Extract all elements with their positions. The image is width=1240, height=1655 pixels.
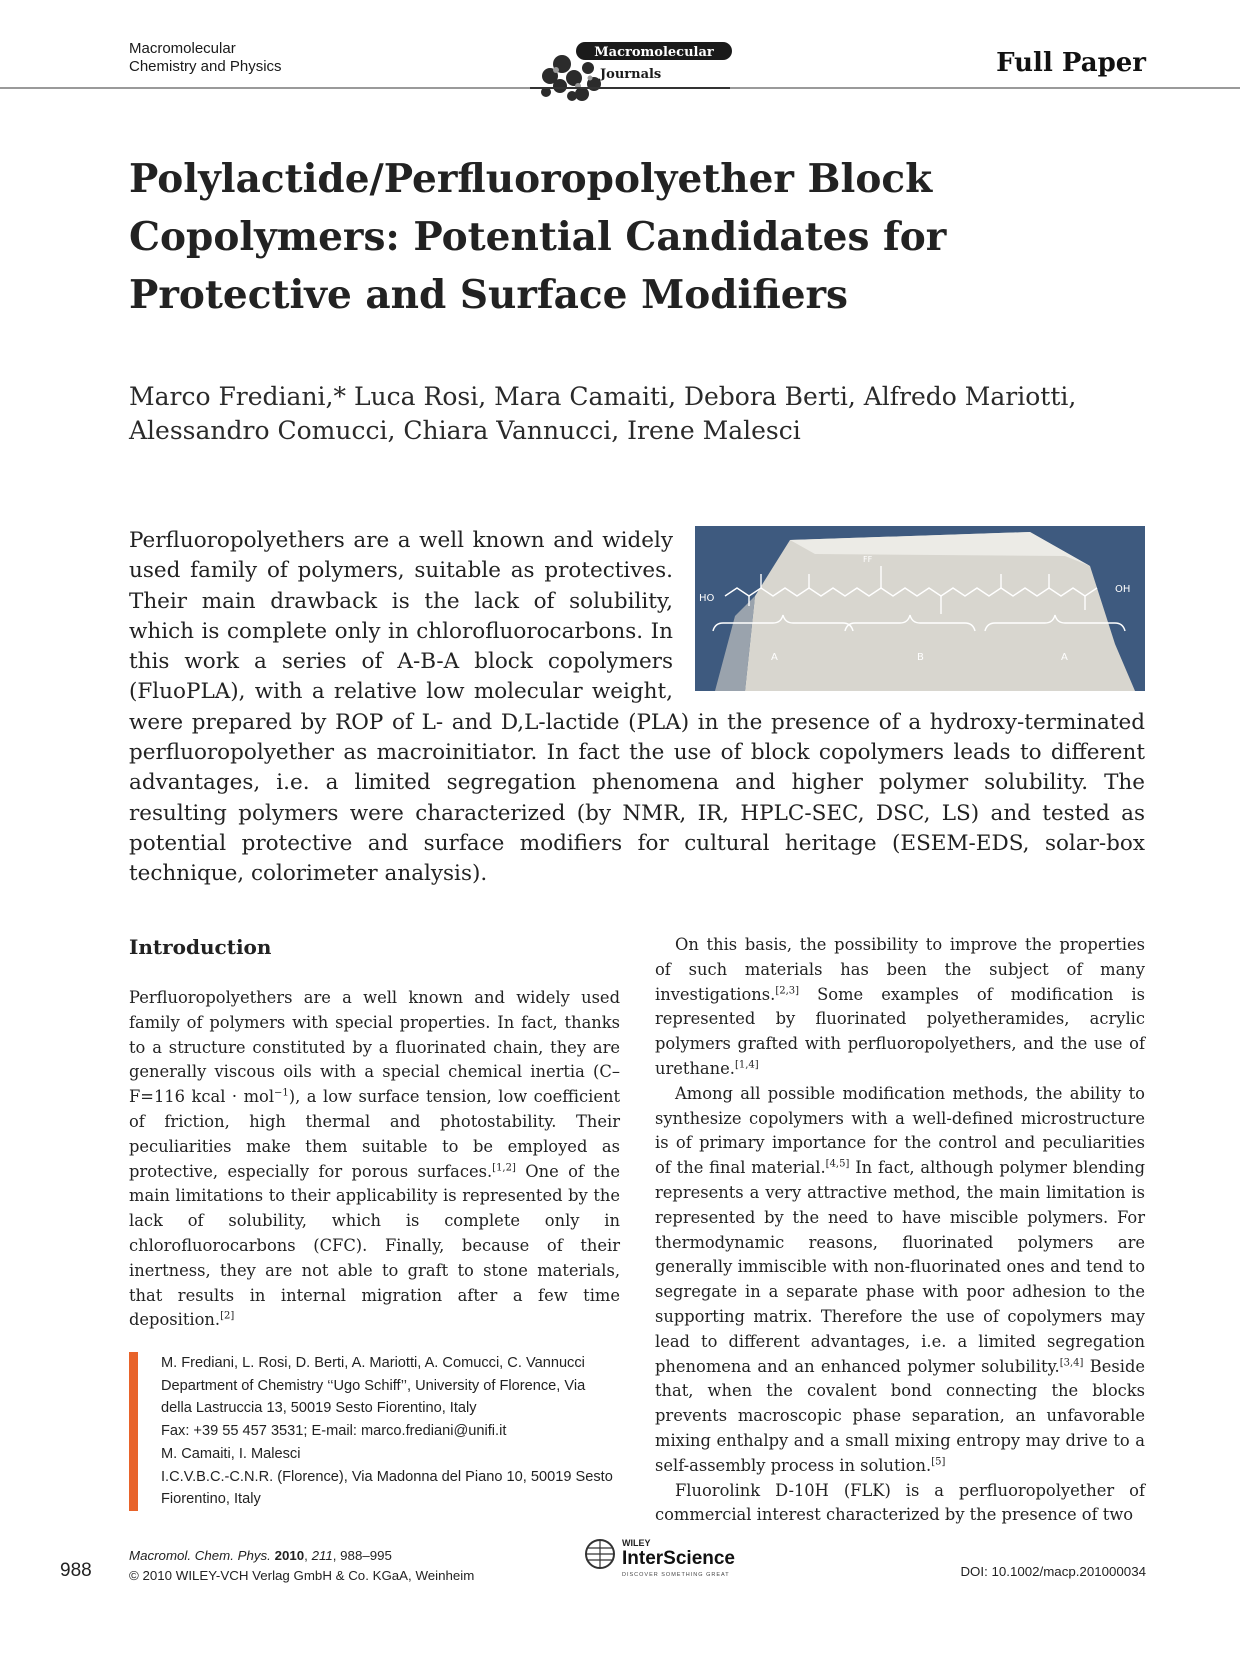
citation-pages: , 988–995 bbox=[332, 1548, 392, 1563]
authors-line1: Marco Frediani,* Luca Rosi, Mara Camaiti, Debora Berti, Alfredo Mariotti, bbox=[129, 382, 1077, 411]
affiliation-line: M. Camaiti, I. Malesci bbox=[161, 1445, 301, 1462]
page-number: 988 bbox=[60, 1560, 92, 1581]
left-column bbox=[129, 986, 620, 1333]
copyright: © 2010 WILEY-VCH Verlag GmbH & Co. KGaA, Weinheim bbox=[129, 1568, 475, 1583]
intro-p1-text-b: ), a low surface tension, low coefficient of friction, high thermal and photostability. Their peculiarities make them suitable to be employed as protective, especially for porous surfaces. bbox=[129, 1087, 621, 1181]
doi: DOI: 10.1002/macp.201000034 bbox=[960, 1564, 1146, 1579]
logo-interscience-text: InterScience bbox=[622, 1548, 735, 1569]
graphic-block-a-right: A bbox=[1061, 652, 1068, 663]
intro-paragraph-3 bbox=[655, 1082, 1145, 1479]
intro-p2-text-a: On this basis, the possibility to improve the properties of such materials has been the subject of many investigations. bbox=[655, 935, 1145, 1004]
citation-volume: 211 bbox=[311, 1548, 333, 1563]
author-list bbox=[129, 380, 1149, 448]
citation: [1,4] bbox=[734, 1059, 759, 1071]
abstract bbox=[129, 526, 1145, 890]
section-label: Full Paper bbox=[996, 48, 1146, 78]
graphic-label-ho: HO bbox=[699, 593, 715, 604]
intro-p3-text-b: In fact, although polymer blending represents a very attractive method, the main limitation is represented by the need to have miscible polymers. For thermodynamic reasons, fluorinated polymers are generally immiscible with non-fluorinated ones and tend to segregate in a separate phase with poor adhesion to the supporting matrix. Therefore the use of copolymers may lead to different advantages, i.e. a limited segregation phenomena and an enhanced polymer solubility. bbox=[655, 1158, 1145, 1376]
introduction-heading: Introduction bbox=[129, 935, 272, 959]
citation-year: 2010 bbox=[274, 1548, 305, 1563]
logo-text-journals: Journals bbox=[600, 67, 662, 82]
citation: [1,2] bbox=[492, 1162, 516, 1174]
citation-footer bbox=[129, 1546, 474, 1586]
intro-p1-text-c: One of the main limitations to their applicability is represented by the lack of solubility, which is complete only in chlorofluorocarbons (CFC). Finally, because of their inertness, they are not able to graft to stone materials, that results in internal migration after a few time deposition. bbox=[129, 1161, 620, 1330]
logo-wiley-text: WILEY bbox=[622, 1538, 651, 1548]
citation: [2] bbox=[220, 1310, 235, 1322]
authors-line2: Alessandro Comucci, Chiara Vannucci, Irene Malesci bbox=[129, 416, 801, 445]
affiliation-line: I.C.V.B.C.-C.N.R. (Florence), Via Madonna del Piano 10, 50019 Sesto bbox=[161, 1468, 613, 1485]
affiliation-line: Fax: +39 55 457 3531; E-mail: marco.frediani@unifi.it bbox=[161, 1423, 507, 1440]
intro-p3-text-a: Among all possible modification methods, the ability to synthesize copolymers with a well-defined microstructure is of primary importance for the control and peculiarities of the final material. bbox=[655, 1083, 1145, 1178]
intro-paragraph-4: Fluorolink D-10H (FLK) is a perfluoropolyether of commercial interest characterized by the presence of two bbox=[655, 1480, 1145, 1525]
affiliation-line: Fiorentino, Italy bbox=[161, 1491, 261, 1508]
wiley-interscience-logo bbox=[578, 1532, 768, 1580]
journal-name-line1: Macromolecular bbox=[129, 40, 236, 57]
graphic-block-b: B bbox=[917, 652, 924, 663]
journal-abbrev: Macromol. Chem. Phys. bbox=[129, 1548, 271, 1563]
citation-line: Macromol. Chem. Phys. 2010, 211, 988–995 bbox=[129, 1548, 392, 1563]
abstract-text: Perfluoropolyethers are a well known and widely used family of polymers, suitable as protectives. Their main drawback is the lack of solubility, which is complete only in chlorofluorocarbons. In this work a series of A-B-A block copolymers (FluoPLA), with a relative low molecular weight, were prepared by ROP of L- and D,L-lactide (PLA) in the presence of a hydroxy-terminated perfluoropolyether as macroinitiator. In fact the use of block copolymers leads to different advantages, i.e. a limited segregation phenomena and higher polymer solubility. The resulting polymers were characterized (by NMR, IR, HPLC-SEC, DSC, LS) and tested as potential protective and surface modifiers for cultural heritage (ESEM-EDS, solar-box technique, colorimeter analysis). bbox=[129, 528, 1145, 887]
affiliations bbox=[129, 1352, 661, 1511]
header-rule-accent bbox=[530, 87, 730, 89]
article-title: Polylactide/Perfluoropolyether Block Copolymers: Potential Candidates for Protective and Surface Modifiers bbox=[129, 156, 947, 318]
affiliation-line: Department of Chemistry ‘‘Ugo Schiff’’, University of Florence, Via bbox=[161, 1377, 586, 1394]
graphic-fluoro-label: FF bbox=[863, 555, 873, 564]
citation: [3,4] bbox=[1059, 1357, 1084, 1369]
logo-text-macromolecular: Macromolecular bbox=[594, 45, 714, 60]
journal-name-line2: Chemistry and Physics bbox=[129, 58, 282, 75]
superscript: −1 bbox=[274, 1087, 289, 1099]
intro-p3-text-c: Beside that, when the covalent bond connecting the blocks prevents macroscopic phase separation, an unfavorable mixing enthalpy and a small mixing entropy may drive to a self-assembly process in solution. bbox=[655, 1356, 1145, 1475]
intro-paragraph-1 bbox=[129, 986, 620, 1333]
intro-p1-text-a: Perfluoropolyethers are a well known and widely used family of polymers with special properties. In fact, thanks to a structure constituted by a fluorinated chain, they are generally viscous oils with a special chemical inertia (C–F=116 kcal · mol bbox=[129, 988, 620, 1107]
citation: [5] bbox=[931, 1456, 946, 1468]
graphic-block-a-left: A bbox=[771, 652, 778, 663]
affiliation-line: M. Frediani, L. Rosi, D. Berti, A. Mariotti, A. Comucci, C. Vannucci bbox=[161, 1355, 585, 1371]
right-column bbox=[655, 933, 1145, 1528]
graphic-label-oh: OH bbox=[1115, 584, 1131, 595]
graphical-abstract bbox=[695, 526, 1145, 691]
intro-paragraph-2 bbox=[655, 933, 1145, 1082]
citation: [2,3] bbox=[775, 985, 800, 997]
intro-p2-text-b: Some examples of modification is represented by fluorinated polyetheramides, acrylic polymers grafted with perfluoropolyethers, and the use of urethane. bbox=[655, 984, 1145, 1078]
macromolecular-journals-logo bbox=[530, 34, 740, 106]
citation: [4,5] bbox=[825, 1158, 850, 1170]
logo-tagline: DISCOVER SOMETHING GREAT bbox=[622, 1572, 730, 1578]
affiliation-line: della Lastruccia 13, 50019 Sesto Fiorentino, Italy bbox=[161, 1400, 477, 1417]
journal-name bbox=[129, 40, 282, 76]
